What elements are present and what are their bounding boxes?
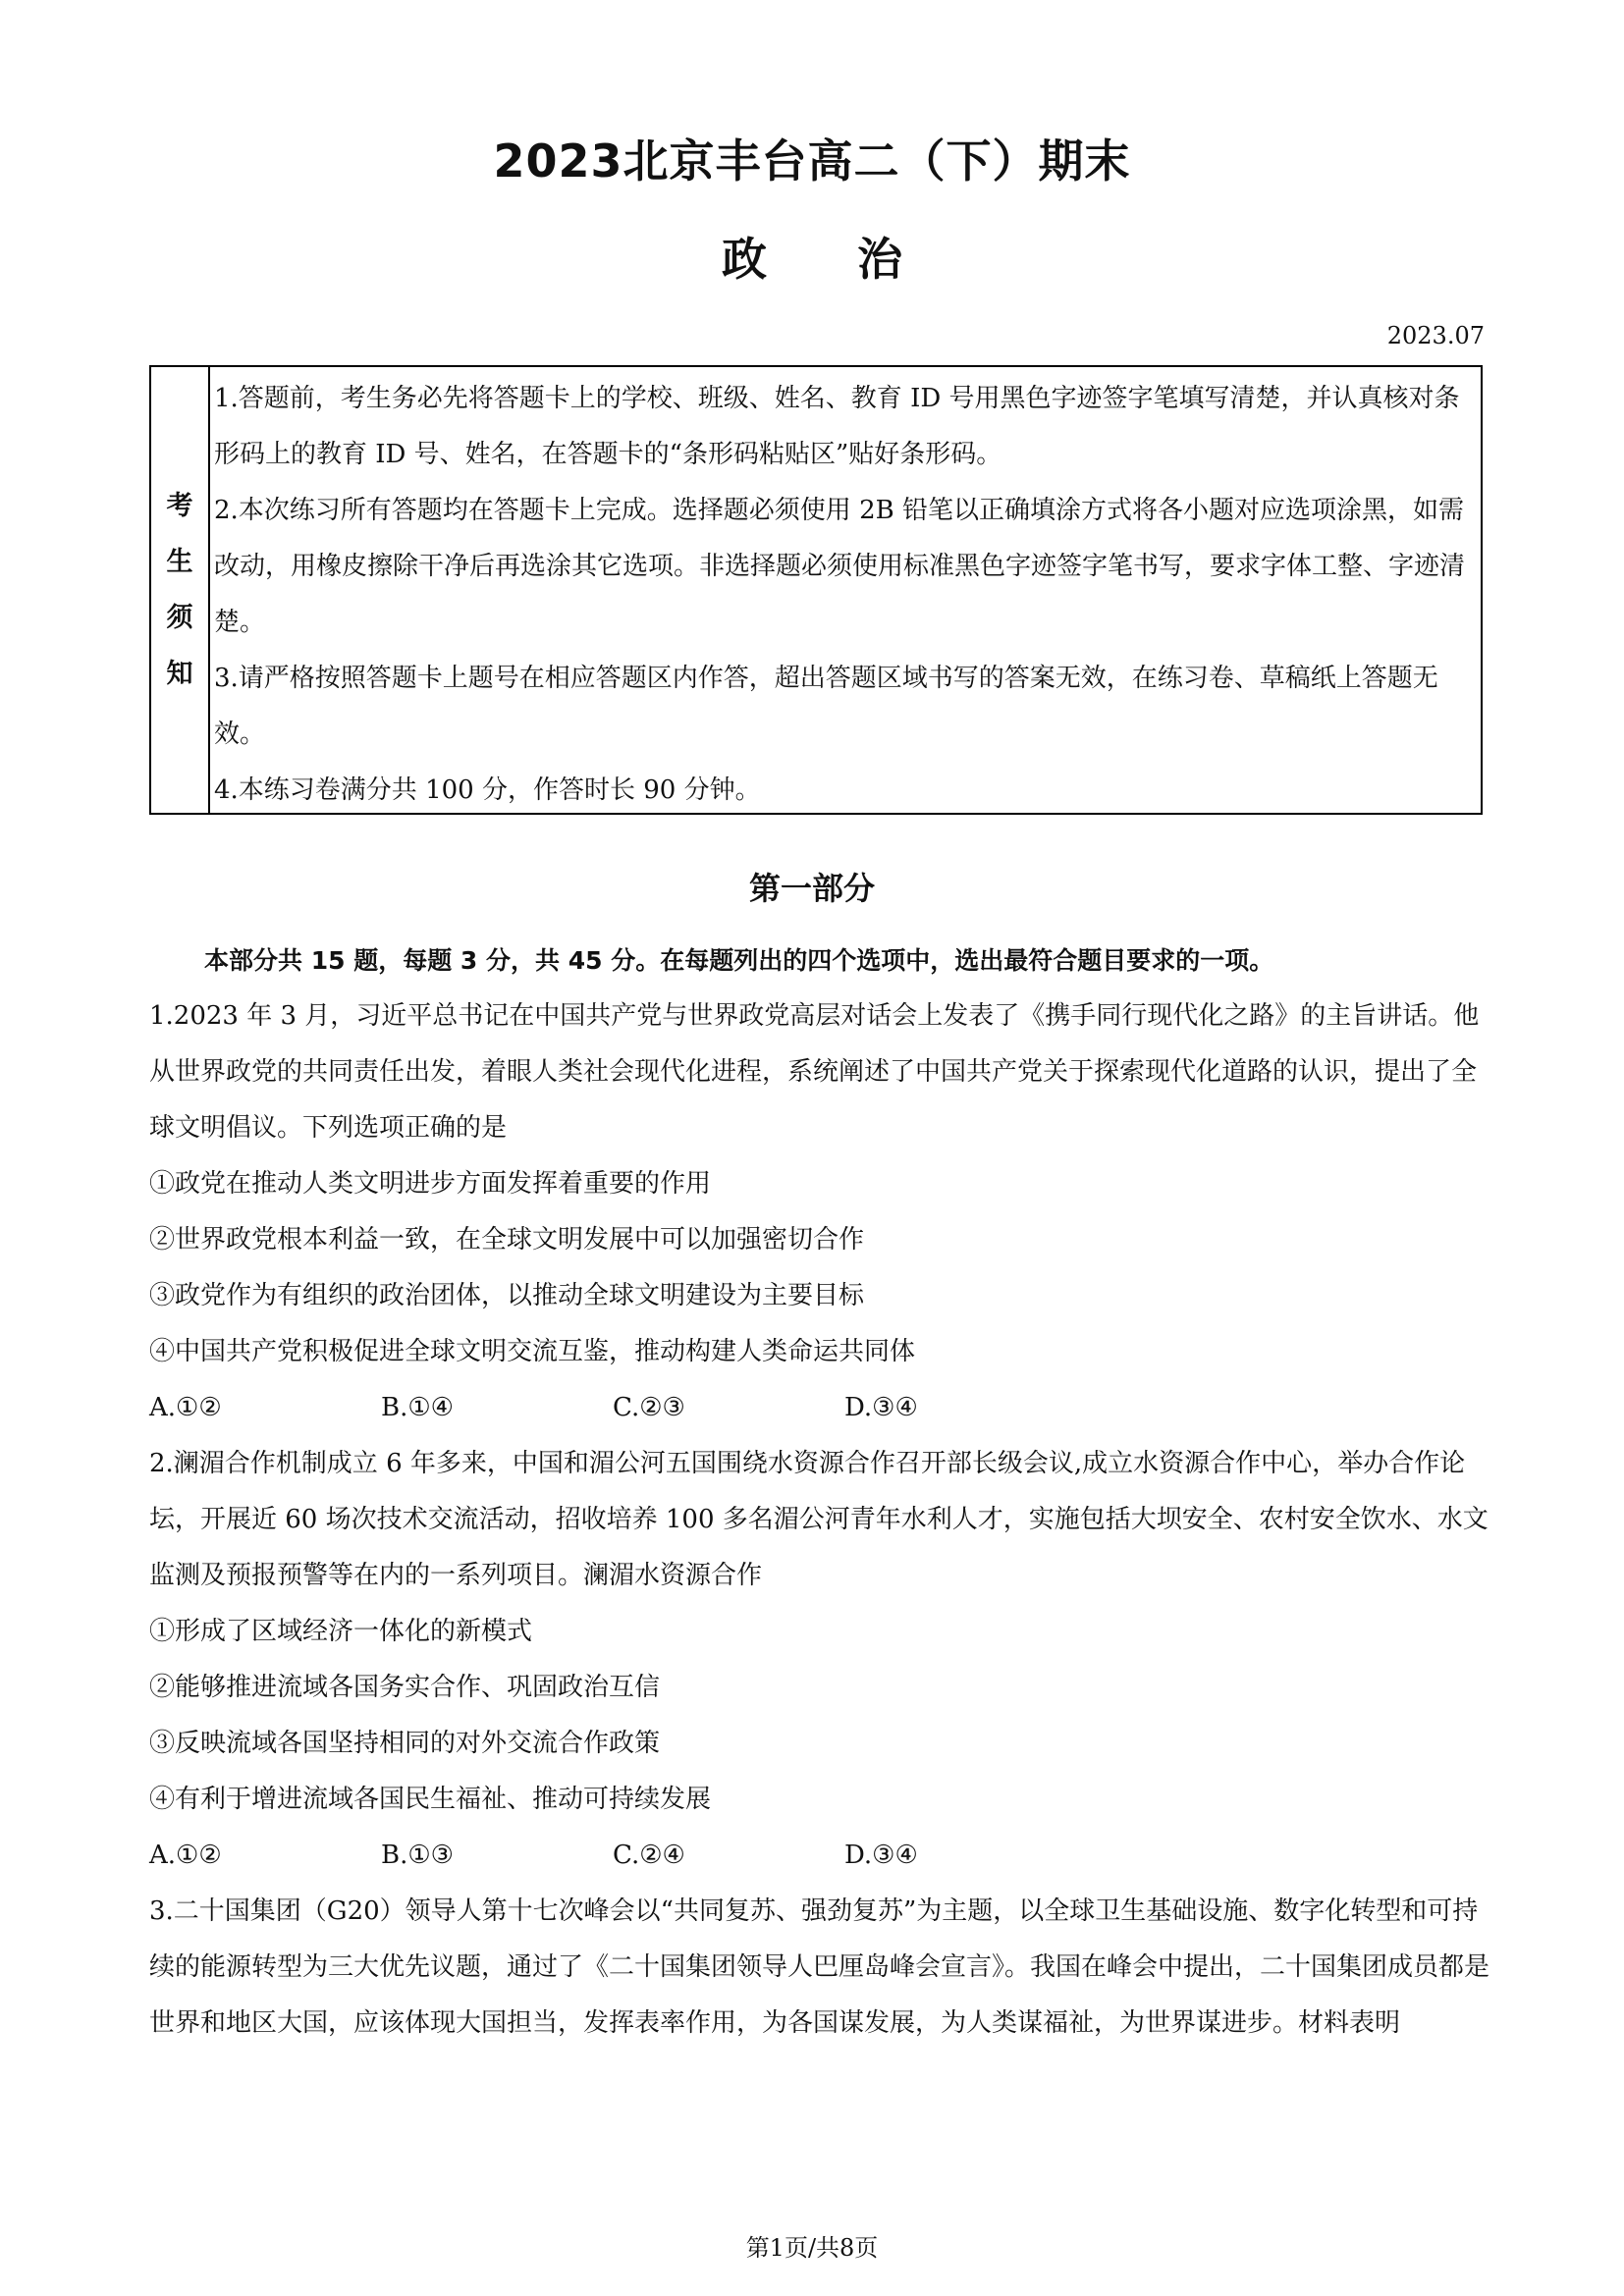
statement: ③反映流域各国坚持相同的对外交流合作政策 bbox=[149, 1729, 661, 1758]
notice-item: 4.本练习卷满分共 100 分，作答时长 90 分钟。 bbox=[214, 775, 761, 805]
statement: ①政党在推动人类文明进步方面发挥着重要的作用 bbox=[149, 1169, 712, 1199]
question-3 bbox=[149, 1884, 1494, 2052]
answer-options bbox=[149, 1828, 1494, 1884]
question-1 bbox=[149, 988, 1494, 1436]
statement: ③政党作为有组织的政治团体，以推动全球文明建设为主要目标 bbox=[149, 1281, 865, 1310]
option-c: C.②④ bbox=[613, 1841, 685, 1870]
question-stem: 3.二十国集团（G20）领导人第十七次峰会以“共同复苏、强劲复苏”为主题，以全球卫生基础设施、数字化转型和可持续的能源转型为三大优先议题，通过了《二十国集团领导人巴厘岛峰会宣言》。我国在峰会中提出，二十国集团成员都是世界和地区大国，应该体现大国担当，发挥表率作用，为各国谋发展，为人类谋福祉，为世界谋进步。材料表明 bbox=[149, 1896, 1490, 2038]
notice-body bbox=[210, 367, 1481, 813]
statement: ①形成了区域经济一体化的新模式 bbox=[149, 1617, 533, 1646]
option-d: D.③④ bbox=[844, 1393, 918, 1422]
notice-label-char: 知 bbox=[166, 659, 193, 689]
notice-item: 3.请严格按照答题卡上题号在相应答题区内作答，超出答题区域书写的答案无效，在练习卷、草稿纸上答题无效。 bbox=[214, 664, 1438, 749]
option-d: D.③④ bbox=[844, 1841, 918, 1870]
notice-label bbox=[151, 367, 210, 813]
statement: ②能够推进流域各国务实合作、巩固政治互信 bbox=[149, 1673, 661, 1702]
exam-title: 2023北京丰台高二（下）期末 bbox=[493, 134, 1131, 187]
notice-label-char: 生 bbox=[166, 547, 193, 577]
notice-label-char: 须 bbox=[166, 603, 193, 633]
subject-title: 政 治 bbox=[722, 233, 902, 286]
answer-options bbox=[149, 1380, 1494, 1436]
question-2 bbox=[149, 1436, 1494, 1884]
question-stem: 1.2023 年 3 月，习近平总书记在中国共产党与世界政党高层对话会上发表了《携手同行现代化之路》的主旨讲话。他从世界政党的共同责任出发，着眼人类社会现代化进程，系统阐述了中国共产党关于探索现代化道路的认识，提出了全球文明倡议。下列选项正确的是 bbox=[149, 1001, 1480, 1143]
statement: ②世界政党根本利益一致，在全球文明发展中可以加强密切合作 bbox=[149, 1225, 865, 1255]
notice-item: 1.答题前，考生务必先将答题卡上的学校、班级、姓名、教育 ID 号用黑色字迹签字笔填写清楚，并认真核对条形码上的教育 ID 号、姓名，在答题卡的“条形码粘贴区”贴好条形码。 bbox=[214, 384, 1460, 469]
statement: ④有利于增进流域各国民生福祉、推动可持续发展 bbox=[149, 1785, 712, 1814]
statement: ④中国共产党积极促进全球文明交流互鉴，推动构建人类命运共同体 bbox=[149, 1337, 916, 1366]
option-a: A.①② bbox=[149, 1841, 222, 1870]
notice-box bbox=[149, 365, 1483, 815]
questions-area bbox=[149, 933, 1494, 2052]
section-title: 第一部分 bbox=[748, 870, 875, 907]
section-instruction: 本部分共 15 题，每题 3 分，共 45 分。在每题列出的四个选项中，选出最符合题目要求的一项。 bbox=[204, 946, 1274, 975]
page-number: 第1页/共8页 bbox=[745, 2234, 879, 2262]
notice-label-char: 考 bbox=[166, 491, 193, 521]
notice-item: 2.本次练习所有答题均在答题卡上完成。选择题必须使用 2B 铅笔以正确填涂方式将各小题对应选项涂黑，如需改动，用橡皮擦除干净后再选涂其它选项。非选择题必须使用标准黑色字迹签字笔书写，要求字体工整、字迹清楚。 bbox=[214, 496, 1466, 637]
option-b: B.①④ bbox=[381, 1393, 454, 1422]
exam-date: 2023.07 bbox=[1386, 322, 1485, 349]
option-b: B.①③ bbox=[381, 1841, 454, 1870]
option-c: C.②③ bbox=[613, 1393, 685, 1422]
option-a: A.①② bbox=[149, 1393, 222, 1422]
question-stem: 2.澜湄合作机制成立 6 年多来，中国和湄公河五国围绕水资源合作召开部长级会议,成立水资源合作中心，举办合作论坛，开展近 60 场次技术交流活动，招收培养 100 多名湄公河青年水利人才，实施包括大坝安全、农村安全饮水、水文监测及预报预警等在内的一系列项目。澜湄水资源合作 bbox=[149, 1449, 1489, 1590]
